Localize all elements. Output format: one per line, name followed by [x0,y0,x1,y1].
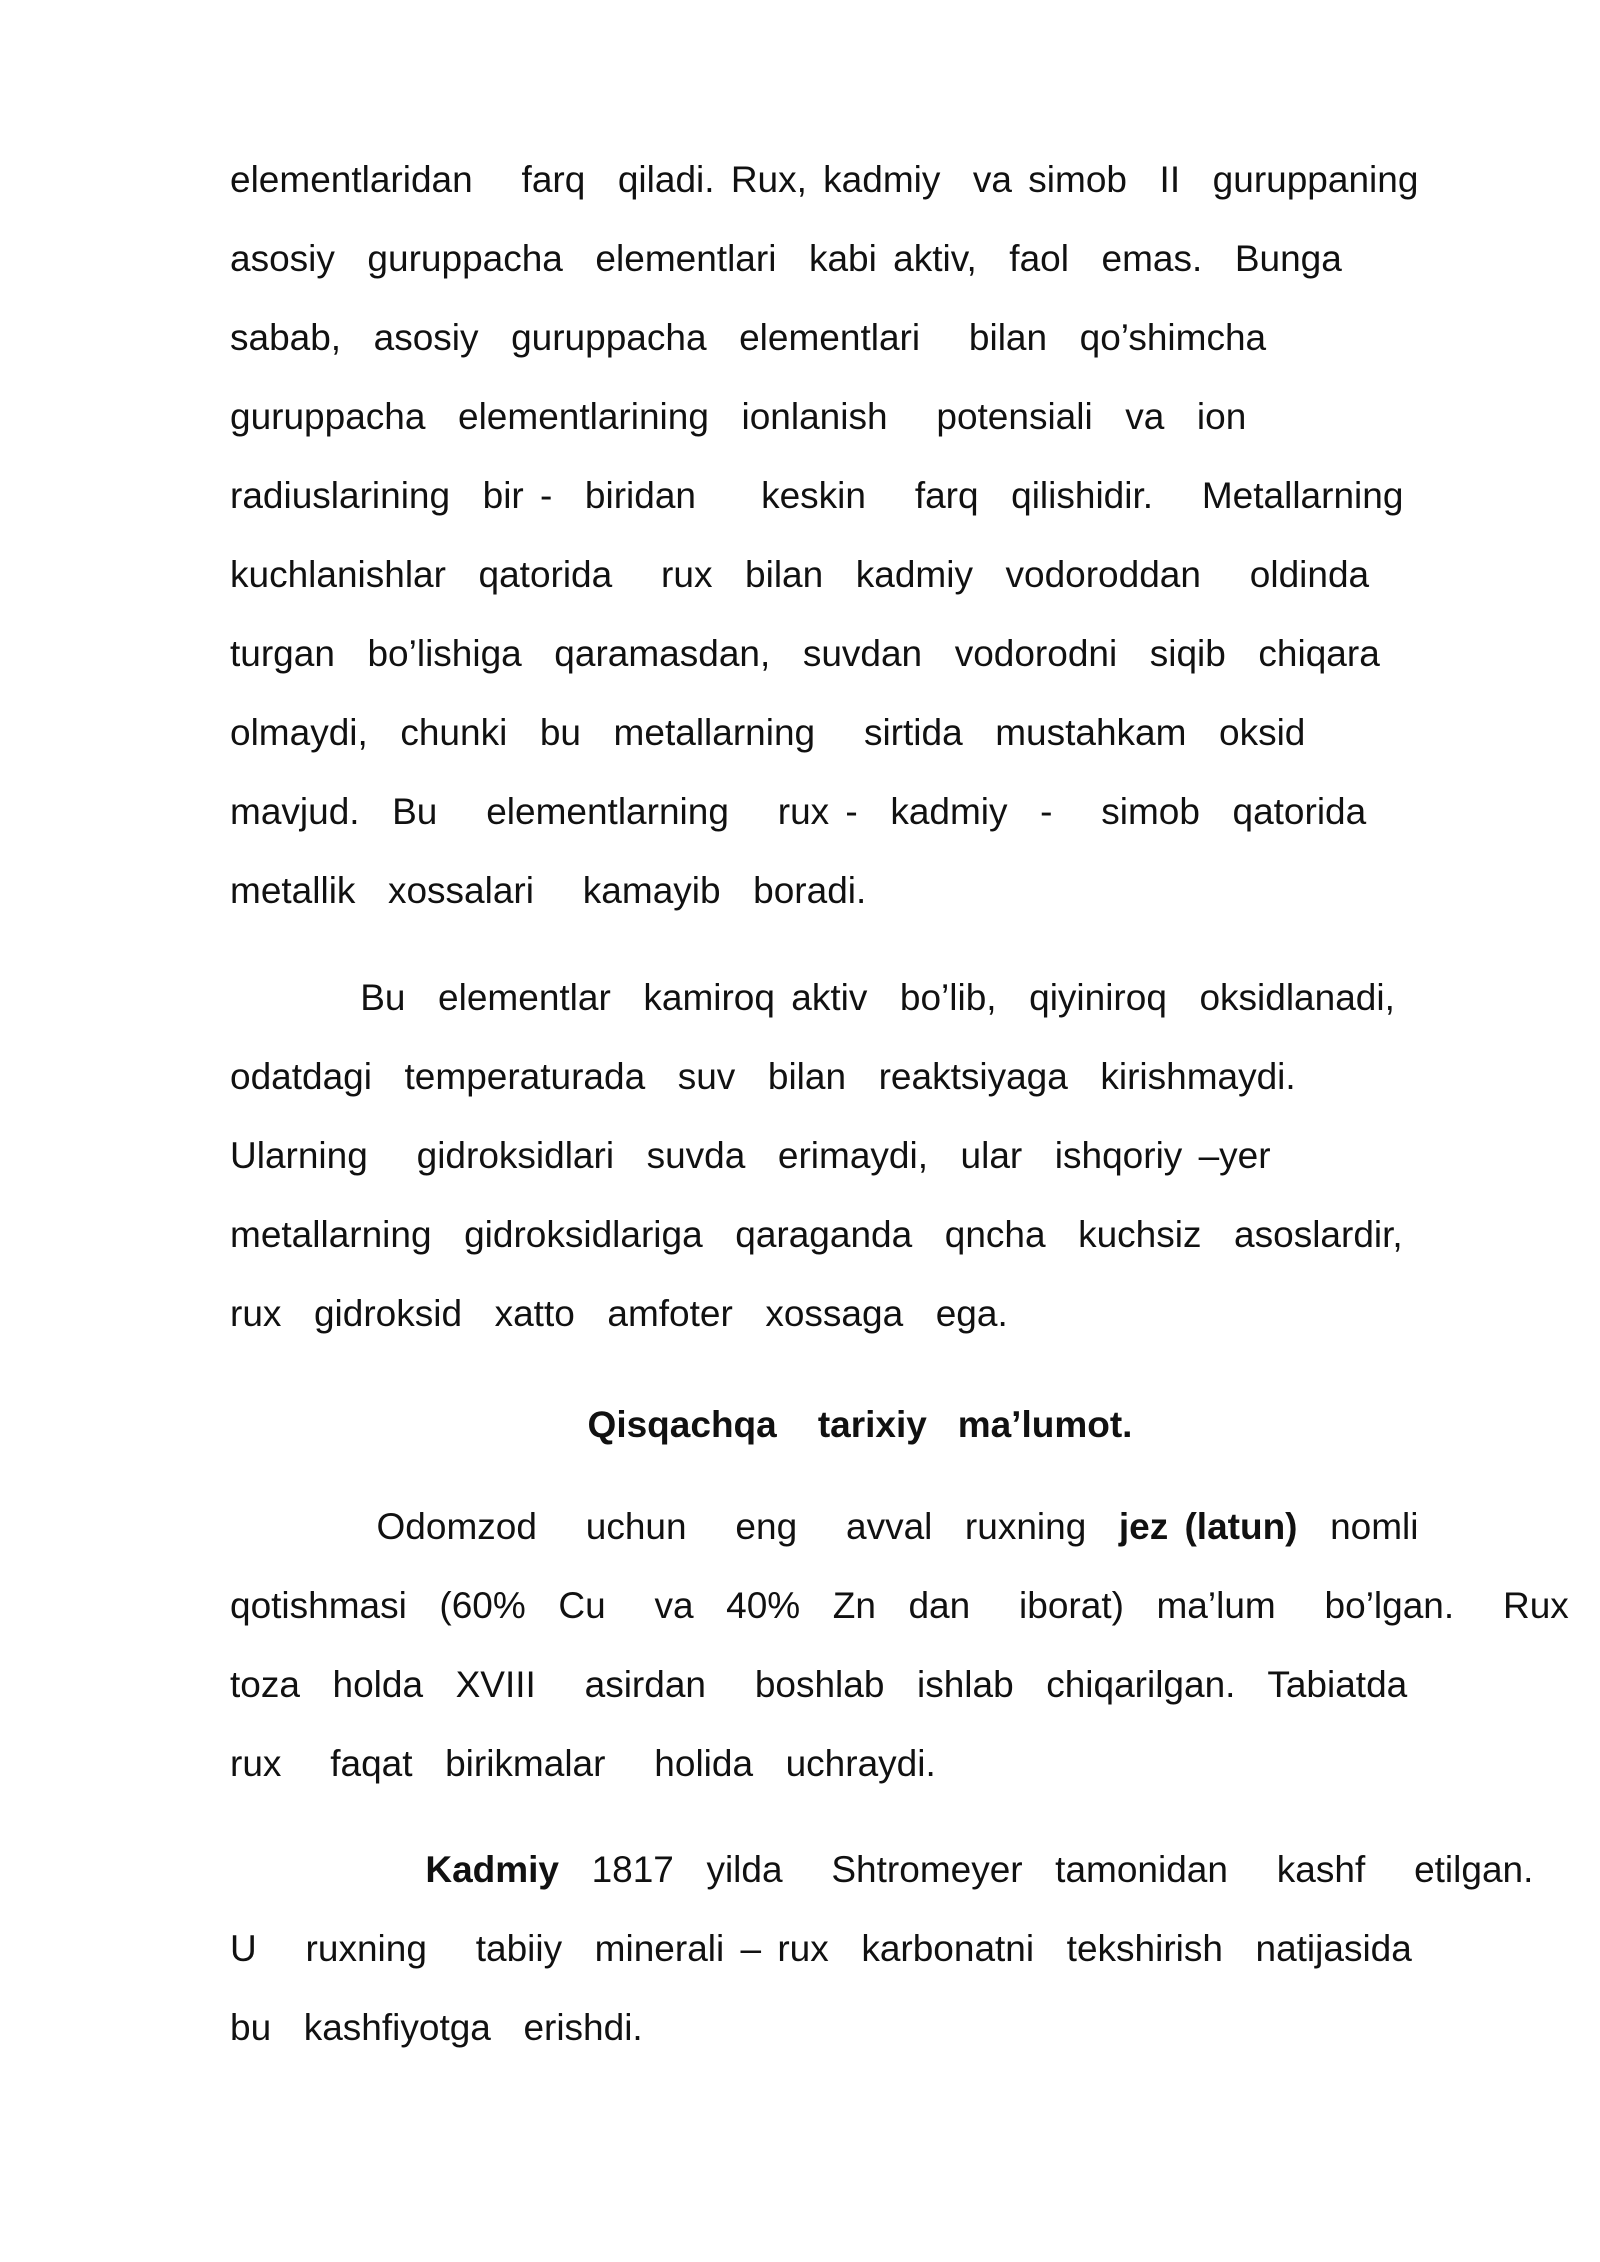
paragraph-cadmium-discovery [230,1830,1534,2067]
text-line: Ularning gidroksidlari suvda erimaydi, ular ishqoriy –yer [230,1135,1271,1176]
paragraph-reactivity [230,958,1490,1353]
text-run: Odomzod uchun eng avval ruxning [230,1506,1119,1547]
text-run: 1817 yilda Shtromeyer tamonidan kashf etilgan. [559,1849,1534,1890]
text-line: asosiy guruppacha elementlari kabi aktiv, faol emas. Bunga [230,238,1342,279]
text-run [230,1849,425,1890]
paragraph-brass-history [230,1487,1569,1803]
text-line: toza holda XVIII asirdan boshlab ishlab chiqarilgan. Tabiatda [230,1664,1408,1705]
text-line: metallik xossalari kamayib boradi. [230,870,867,911]
paragraph-zinc-group-properties [230,140,1490,930]
text-line: elementlaridan farq qiladi. Rux, kadmiy va simob II guruppaning [230,159,1419,200]
text-run: nomli [1297,1506,1419,1547]
section-heading: Qisqachqa tarixiy ma’lumot. [587,1404,1133,1445]
bold-term-cadmium: Kadmiy [425,1849,560,1890]
text-line [230,1830,1534,1909]
text-line: rux faqat birikmalar holida uchraydi. [230,1743,936,1784]
text-line: sabab, asosiy guruppacha elementlari bilan qo’shimcha [230,317,1267,358]
bold-term-brass: jez (latun) [1118,1506,1298,1547]
text-line: rux gidroksid xatto amfoter xossaga ega. [230,1293,1008,1334]
text-line: kuchlanishlar qatorida rux bilan kadmiy vodoroddan oldinda [230,554,1370,595]
text-line: U ruxning tabiiy minerali – rux karbonatni tekshirish natijasida [230,1928,1412,1969]
text-line: olmaydi, chunki bu metallarning sirtida mustahkam oksid [230,712,1306,753]
text-line: Bu elementlar kamiroq aktiv bo’lib, qiyiniroq oksidlanadi, [230,977,1395,1018]
text-line: guruppacha elementlarining ionlanish potensiali va ion [230,396,1247,437]
text-line: turgan bo’lishiga qaramasdan, suvdan vodorodni siqib chiqara [230,633,1380,674]
text-line: bu kashfiyotga erishdi. [230,2007,643,2048]
text-line: odatdagi temperaturada suv bilan reaktsiyaga kirishmaydi. [230,1056,1296,1097]
text-line: radiuslarining bir - biridan keskin farq qilishidir. Metallarning [230,475,1404,516]
text-line [230,1487,1490,1566]
text-line: metallarning gidroksidlariga qaraganda qncha kuchsiz asoslardir, [230,1214,1403,1255]
text-line: qotishmasi (60% Cu va 40% Zn dan iborat) ma’lum bo’lgan. Rux [230,1585,1569,1626]
text-line: mavjud. Bu elementlarning rux - kadmiy - simob qatorida [230,791,1367,832]
